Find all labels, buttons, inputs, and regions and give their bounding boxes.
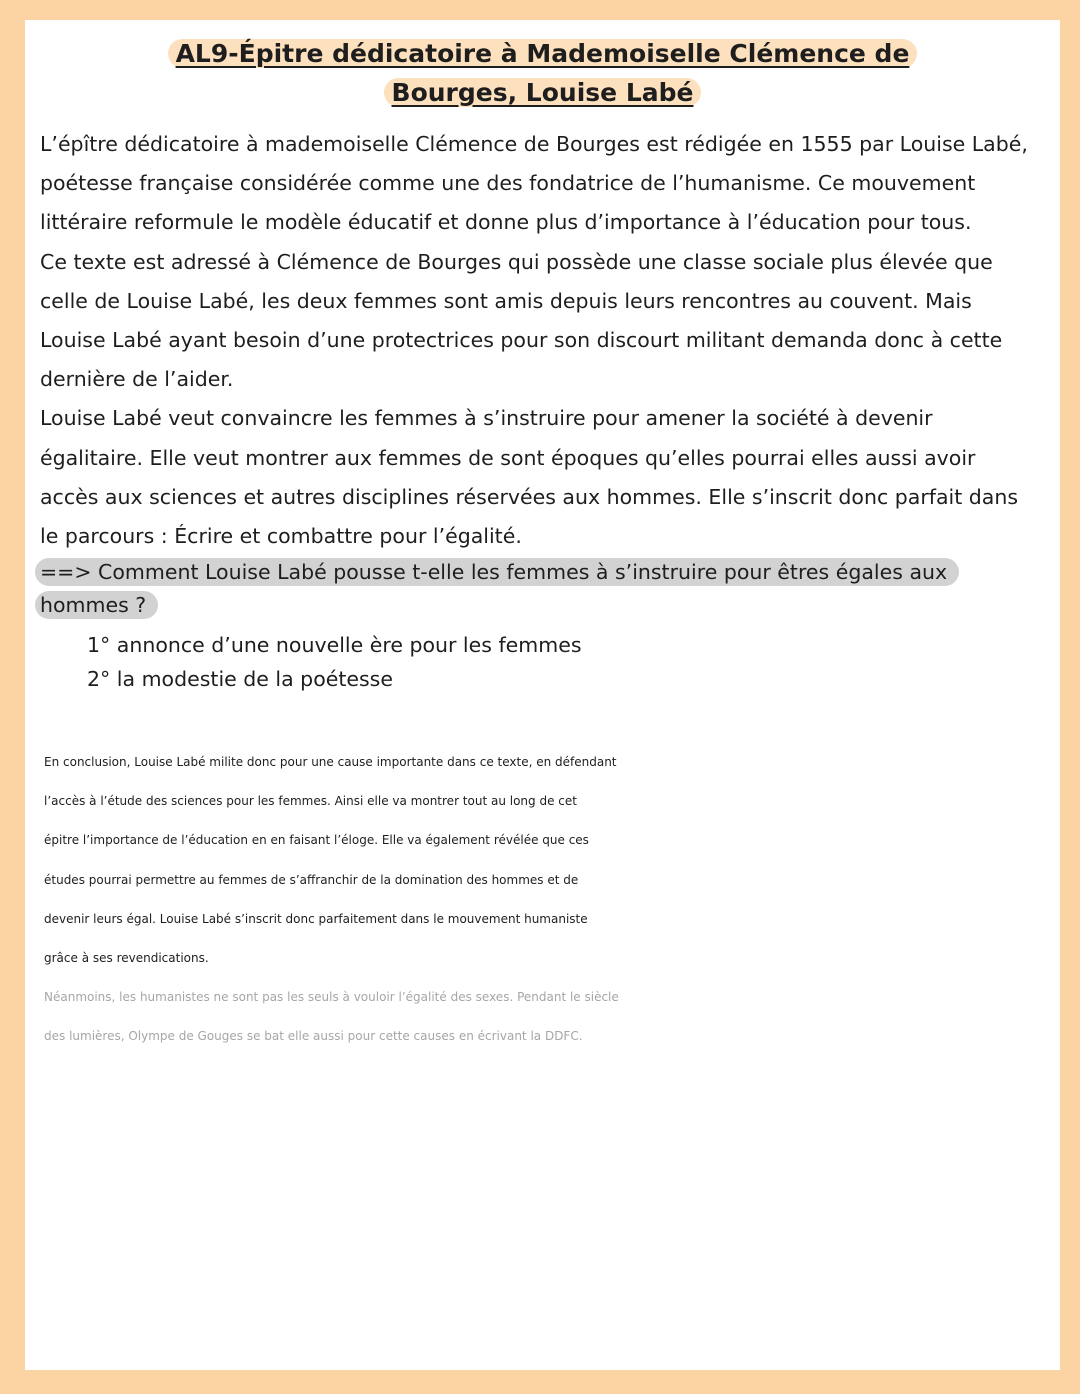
text-line: épitre l’importance de l’éducation en en faisant l’éloge. Elle va également révélée que ces xyxy=(44,833,589,848)
plan-item-2: 2° la modestie de la poétesse xyxy=(87,667,393,691)
text-line: littéraire reformule le modèle éducatif et donne plus d’importance à l’éducation pour tous. xyxy=(40,210,972,235)
text-line: celle de Louise Labé, les deux femmes sont amis depuis leurs rencontres au couvent. Mais xyxy=(40,288,972,313)
text-line: L’épître dédicatoire à mademoiselle Clémence de Bourges est rédigée en 1555 par Louise Labé, xyxy=(40,132,1028,156)
text-line: Néanmoins, les humanistes ne sont pas les seuls à vouloir l’égalité des sexes. Pendant le siècle xyxy=(44,990,619,1004)
opening-paragraph xyxy=(44,978,1054,1056)
text-line: égalitaire. Elle veut montrer aux femmes de sont époques qu’elles pourrai elles aussi avoir xyxy=(40,445,976,470)
text-line: le parcours : Écrire et combattre pour l’égalité. xyxy=(40,523,522,548)
plan-list xyxy=(87,628,582,696)
title-line-1-text: AL9-Épitre dédicatoire à Mademoiselle Clémence de xyxy=(168,39,918,68)
problematique xyxy=(35,558,959,619)
document-page xyxy=(25,20,1060,1370)
plan-item-1: 1° annonce d’une nouvelle ère pour les femmes xyxy=(87,633,582,657)
text-line: Ce texte est adressé à Clémence de Bourges qui possède une classe sociale plus élevée que xyxy=(40,249,993,274)
text-line: l’accès à l’étude des sciences pour les femmes. Ainsi elle va montrer tout au long de cet xyxy=(44,794,577,809)
text-line: poétesse française considérée comme une des fondatrice de l’humanisme. Ce mouvement xyxy=(40,171,976,196)
conclusion-paragraph xyxy=(44,743,1054,978)
text-line: études pourrai permettre au femmes de s’affranchir de la domination des hommes et de xyxy=(44,872,579,887)
title-line-2 xyxy=(25,75,1060,111)
text-line: des lumières, Olympe de Gouges se bat elle aussi pour cette causes en écrivant la DDFC. xyxy=(44,1029,583,1044)
text-line: En conclusion, Louise Labé milite donc pour une cause importante dans ce texte, en défendant xyxy=(44,755,617,769)
problematique-line-1: ==> Comment Louise Labé pousse t-elle les femmes à s’instruire pour êtres égales aux xyxy=(35,558,959,586)
title-line-1 xyxy=(25,36,1060,72)
introduction-paragraph xyxy=(40,125,1050,556)
text-line: Louise Labé veut convaincre les femmes à s’instruire pour amener la société à devenir xyxy=(40,406,933,431)
title-line-2-text: Bourges, Louise Labé xyxy=(384,78,702,107)
text-line: accès aux sciences et autres disciplines réservées aux hommes. Elle s’inscrit donc parfait dans xyxy=(40,484,1019,509)
text-line: dernière de l’aider. xyxy=(40,367,234,392)
text-line: devenir leurs égal. Louise Labé s’inscrit donc parfaitement dans le mouvement humaniste xyxy=(44,911,588,926)
text-line: Louise Labé ayant besoin d’une protectrices pour son discourt militant demanda donc à cette xyxy=(40,327,1003,352)
text-line: grâce à ses revendications. xyxy=(44,950,209,965)
problematique-line-2: hommes ? xyxy=(35,591,158,619)
